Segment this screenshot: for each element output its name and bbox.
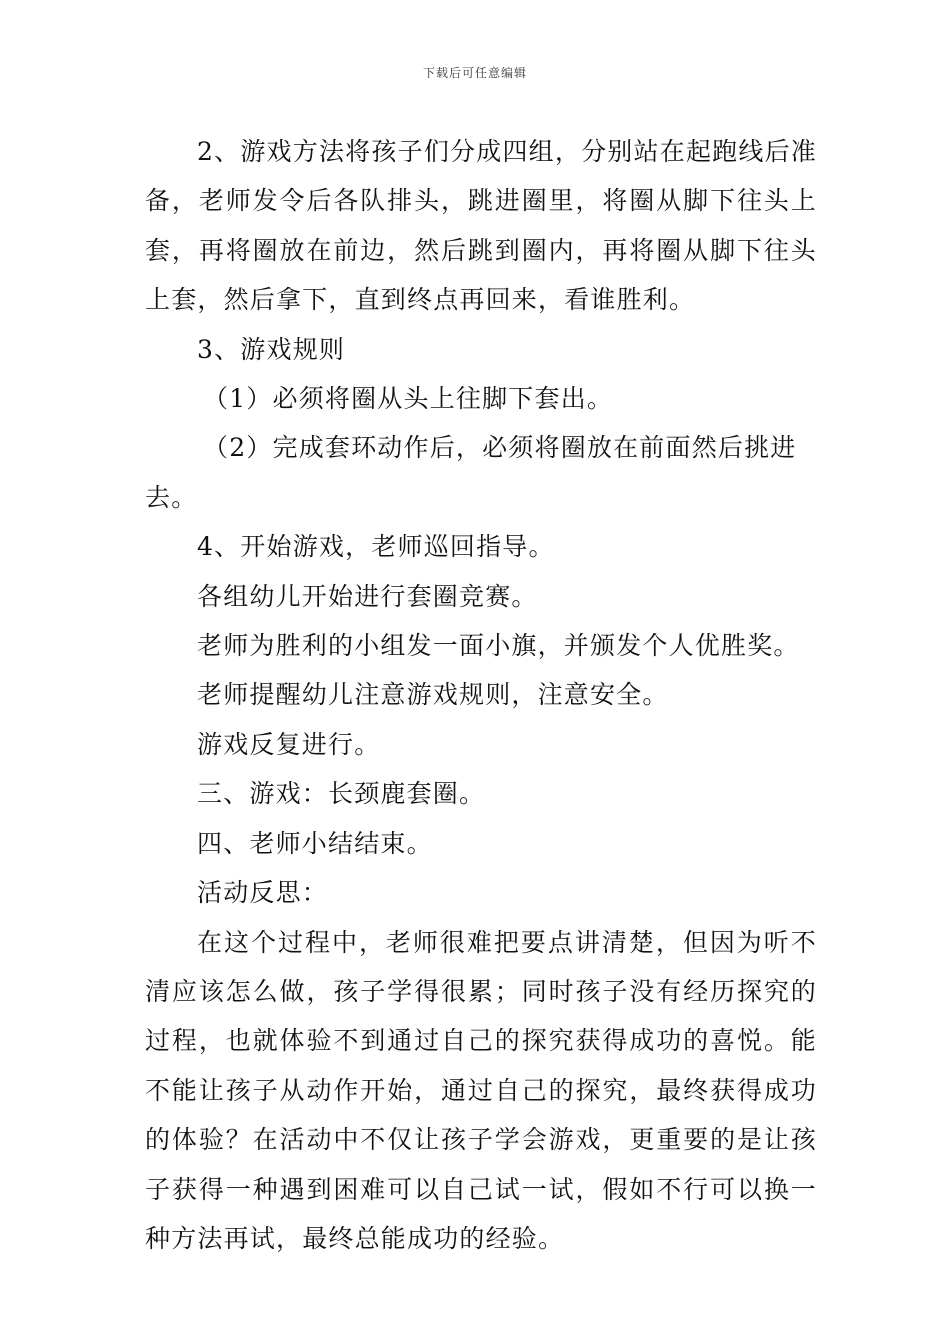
paragraph-section-three: 三、游戏：长颈鹿套圈。 bbox=[197, 779, 486, 809]
paragraph-reflection-body: 在这个过程中，老师很难把要点讲清楚，但因为听不清应该怎么做，孩子学得很累；同时孩子没有经历探究的过程，也就体验不到通过自己的探究获得成功的喜悦。能不能让孩子从动作开始，通过自己的探究，最终获得成功的体验？在活动中不仅让孩子学会游戏，更重要的是让孩子获得一种遇到困难可以自己试一试，假如不行可以换一种方法再试，最终总能成功的经验。 bbox=[145, 927, 817, 1253]
page-header: 下载后可任意编辑 bbox=[422, 66, 527, 80]
paragraph-groups-compete: 各组幼儿开始进行套圈竞赛。 bbox=[197, 581, 538, 611]
paragraph-rule-2: （2）完成套环动作后，必须将圈放在前面然后挑进去。 bbox=[145, 433, 797, 512]
paragraph-game-method: 2、游戏方法将孩子们分成四组，分别站在起跑线后准备，老师发令后各队排头，跳进圈里，将圈从脚下往头上套，再将圈放在前边，然后跳到圈内，再将圈从脚下往头上套，然后拿下，直到终点再回来，看谁胜利。 bbox=[145, 137, 817, 315]
paragraph-game-rules-heading: 3、游戏规则 bbox=[197, 334, 346, 364]
paragraph-reflection-heading: 活动反思： bbox=[197, 878, 329, 908]
paragraph-start-game: 4、开始游戏，老师巡回指导。 bbox=[197, 532, 555, 562]
paragraph-rule-1: （1）必须将圈从头上往脚下套出。 bbox=[203, 384, 614, 414]
paragraph-repeat: 游戏反复进行。 bbox=[197, 729, 381, 759]
paragraph-section-four: 四、老师小结结束。 bbox=[197, 828, 433, 858]
paragraph-safety: 老师提醒幼儿注意游戏规则，注意安全。 bbox=[197, 680, 669, 710]
document-body bbox=[145, 127, 817, 1263]
paragraph-award: 老师为胜利的小组发一面小旗，并颁发个人优胜奖。 bbox=[197, 631, 800, 661]
